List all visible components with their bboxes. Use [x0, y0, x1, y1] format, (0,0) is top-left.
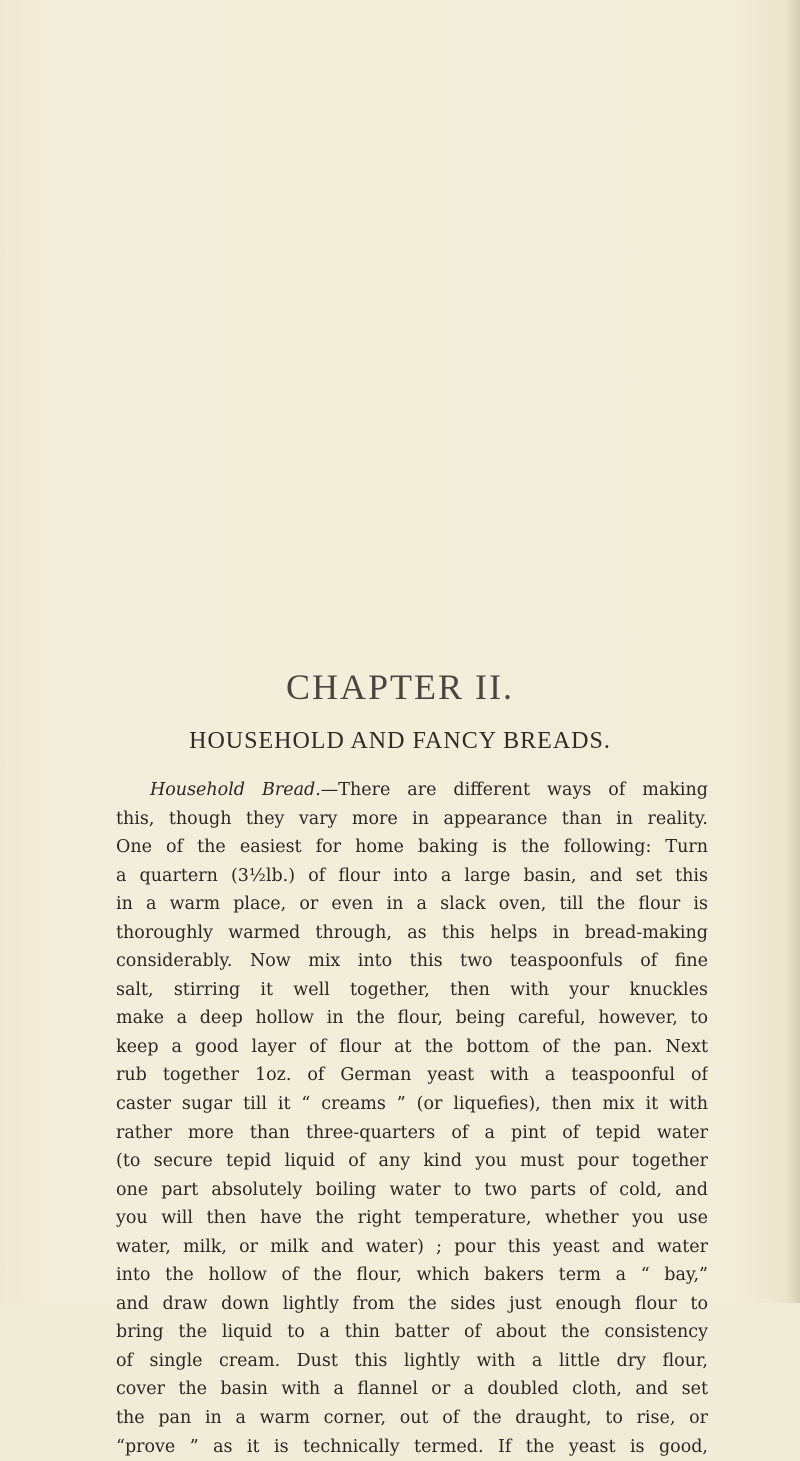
text-line: and draw down lightly from the sides just enough flour to	[116, 1293, 708, 1314]
text-line: One of the easiest for home baking is the following: Turn	[116, 837, 708, 858]
text-line: considerably. Now mix into this two teaspoonfuls of fine	[116, 951, 708, 972]
text-line: caster sugar till it “ creams ” (or liquefies), then mix it with	[116, 1094, 708, 1115]
page-edge-shadow	[786, 0, 800, 1303]
chapter-number: CHAPTER II.	[286, 667, 514, 707]
text-line: rub together 1oz. of German yeast with a teaspoonful of	[116, 1065, 708, 1086]
text-line	[116, 776, 708, 805]
text-line: cover the basin with a flannel or a doubled cloth, and set	[116, 1379, 708, 1400]
text-line-content: —There are different ways of making	[320, 780, 708, 800]
text-line: a quartern (3½lb.) of flour into a large basin, and set this	[116, 865, 708, 886]
text-line: this, though they vary more in appearance than in reality.	[116, 808, 708, 829]
section-lead: Household Bread.	[150, 780, 321, 800]
text-line: in a warm place, or even in a slack oven, till the flour is	[116, 894, 708, 915]
text-line: keep a good layer of flour at the bottom of the pan. Next	[116, 1036, 708, 1057]
text-line: you will then have the right temperature, whether you use	[116, 1208, 708, 1229]
text-line: salt, stirring it well together, then with your knuckles	[116, 979, 708, 1000]
text-line: bring the liquid to a thin batter of about the consistency	[116, 1322, 708, 1343]
body-paragraph	[116, 776, 708, 1461]
text-line: “prove ” as it is technically termed. If the yeast is good,	[116, 1436, 708, 1457]
text-line: water, milk, or milk and water) ; pour this yeast and water	[116, 1236, 708, 1257]
chapter-title: HOUSEHOLD AND FANCY BREADS.	[189, 728, 611, 754]
text-line: rather more than three-quarters of a pint of tepid water	[116, 1122, 708, 1143]
text-line: thoroughly warmed through, as this helps in bread-making	[116, 922, 708, 943]
text-line: one part absolutely boiling water to two parts of cold, and	[116, 1179, 708, 1200]
text-line: (to secure tepid liquid of any kind you must pour together	[116, 1151, 708, 1172]
text-line: the pan in a warm corner, out of the draught, to rise, or	[116, 1408, 708, 1429]
text-line: make a deep hollow in the flour, being careful, however, to	[116, 1008, 708, 1029]
text-line: of single cream. Dust this lightly with a little dry flour,	[116, 1350, 708, 1371]
text-line: into the hollow of the flour, which bakers term a “ bay,”	[116, 1265, 708, 1286]
